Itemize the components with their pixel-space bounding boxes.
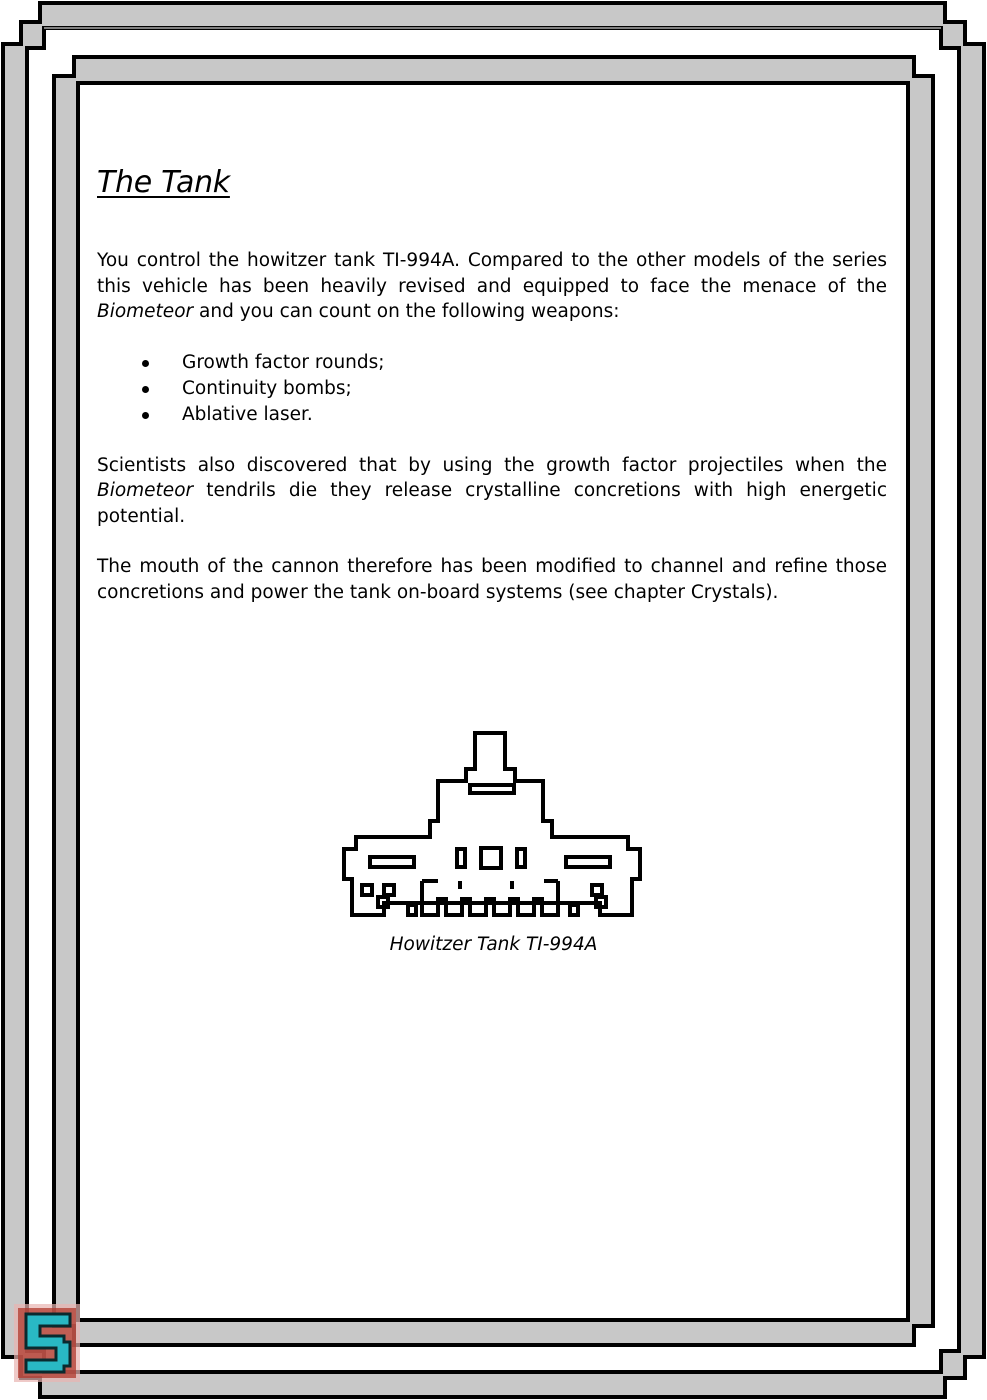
cannon-paragraph: The mouth of the cannon therefore has been modified to channel and refine those concretions and power the tank on-board systems (see chapter Crystals). [97,556,887,603]
scientists-text-2: tendrils die they release crystalline concretions with high energetic potential. [97,480,887,527]
intro-text-2: and you can count on the following weapons: [193,301,620,322]
bullet-icon [142,386,149,393]
page-number-badge-icon [12,1302,82,1384]
weapon-label: Ablative laser. [182,403,313,425]
intro-text-1: You control the howitzer tank TI-994A. Compared to the other models of the series this vehicle has been heavily revised and equipped to face the menace of the [97,250,887,297]
weapon-label: Growth factor rounds; [182,351,385,373]
intro-paragraph [97,248,887,325]
figure-caption: Howitzer Tank TI-994A [389,934,598,955]
bullet-icon [142,360,149,367]
page-content [97,165,887,630]
scientists-paragraph [97,453,887,530]
page-title: The Tank [97,165,230,200]
scientists-text-1: Scientists also discovered that by using the growth factor projectiles when the [97,454,887,476]
weapons-list [97,350,887,428]
list-item [97,350,887,376]
list-item [97,402,887,428]
howitzer-tank-icon [338,729,646,925]
scientists-emphasis: Biometeor [97,480,194,501]
weapon-label: Continuity bombs; [182,377,352,399]
intro-emphasis: Biometeor [97,301,194,322]
bullet-icon [142,412,149,419]
list-item [97,376,887,402]
